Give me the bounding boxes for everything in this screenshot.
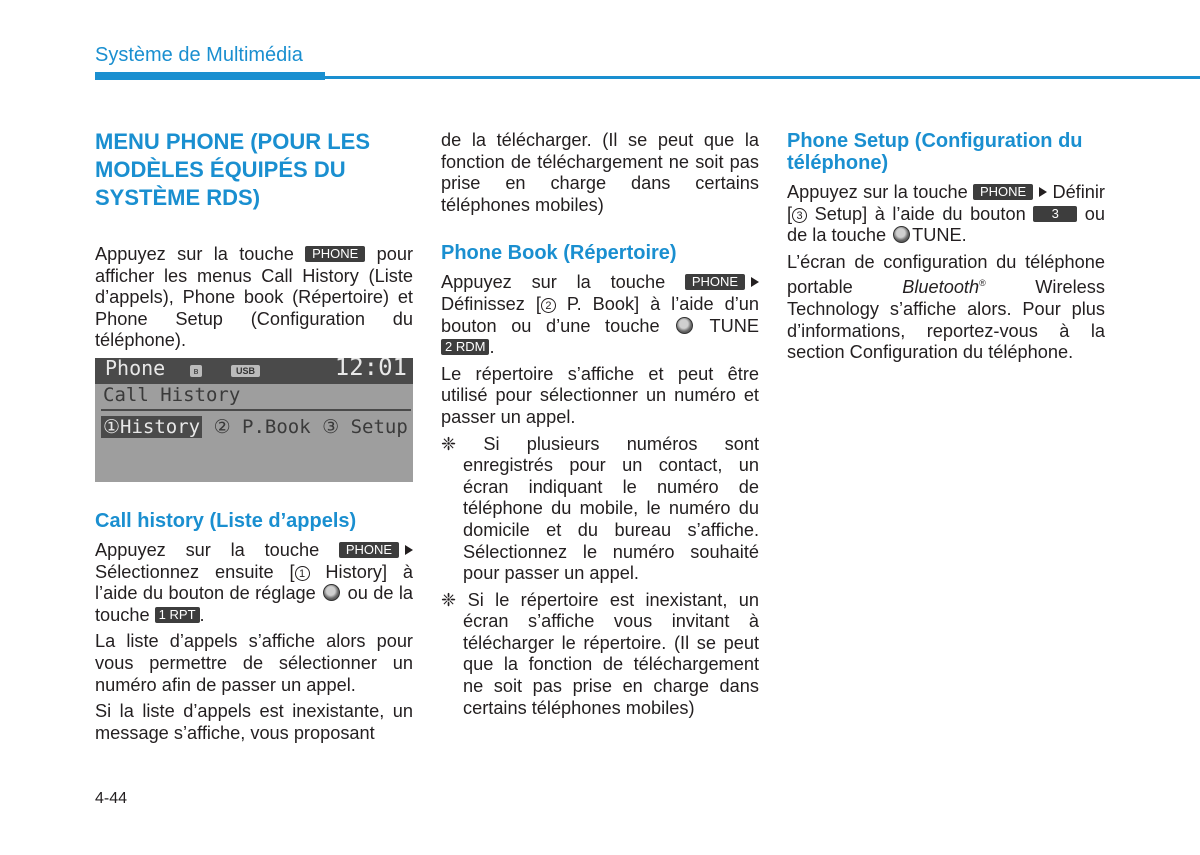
- phone-setup-paragraph-2: L’écran de configuration du téléphone portable Bluetooth® Wireless Technology s’affiche alors. Pour plus d’informations, reportez-vous à la section Configuration du téléphone.: [787, 251, 1105, 363]
- note-multiple-numbers: ❈ Si plusieurs numéros sont enregistrés pour un contact, un écran indiquant le numéro de téléphone du mobile, le numéro du domicile et du bureau s’affiche. Sélectionnez le numéro souhaité pour passer un appel.: [441, 433, 759, 584]
- arrow-right-icon: [1039, 187, 1047, 197]
- phone-setup-paragraph: Appuyez sur la touche PHONE Définir [ 3 Setup] à l’aide du bouton 3 ou de la touche TUNE.: [787, 182, 1105, 246]
- note-empty-phonebook: ❈ Si le répertoire est inexistant, un écran s’affiche vous invitant à télécharger le répertoire. (Il se peut que la fonction de téléchargement ne soit pas prise en charge dans certains téléphones mobiles): [441, 589, 759, 718]
- phone-key-icon: PHONE: [339, 542, 399, 558]
- column-2: [441, 130, 759, 724]
- main-heading: MENU PHONE (POUR LES MODÈLES ÉQUIPÉS DU SYSTÈME RDS): [95, 129, 371, 210]
- bluetooth-icon: ʙ: [190, 365, 202, 377]
- page-number: 4-44: [95, 790, 128, 807]
- circled-number-icon: 1: [295, 566, 310, 581]
- display-screenshot: [95, 358, 413, 482]
- screen-menu-pbook: ② P.Book: [213, 415, 311, 438]
- section-title: Système de Multimédia: [95, 44, 303, 66]
- screen-menu-history: ①History: [103, 415, 201, 438]
- column-1: [95, 128, 413, 749]
- phone-setup-heading: Phone Setup (Configuration du téléphone): [787, 130, 1083, 174]
- tune-knob-icon: [323, 584, 340, 601]
- key-3-icon: 3: [1033, 206, 1077, 222]
- arrow-right-icon: [751, 277, 759, 287]
- usb-icon: USB: [231, 365, 260, 377]
- screen-menu-setup: ③ Setup: [322, 415, 408, 438]
- screen-clock: 12:01: [334, 357, 407, 381]
- screen-title: Phone: [105, 357, 166, 380]
- screen-subtitle: Call History: [103, 383, 241, 406]
- arrow-right-icon: [405, 545, 413, 555]
- phone-book-heading: Phone Book (Répertoire): [441, 242, 677, 265]
- phone-key-icon: PHONE: [685, 274, 745, 290]
- phone-book-paragraph: Appuyez sur la touche PHONE Définissez [ 2 P. Book] à l’aide d’un bouton ou d’une touche TUNE 2 RDM .: [441, 272, 759, 358]
- tune-knob-icon: [676, 317, 693, 334]
- phone-book-paragraph-2: Le répertoire s’affiche et peut être utilisé pour sélectionner un numéro et passer un appel.: [441, 363, 759, 427]
- screen-divider: [101, 409, 411, 411]
- continued-paragraph: de la télécharger. (Il se peut que la fonction de téléchargement ne soit pas prise en charge dans certains téléphones mobiles): [441, 130, 759, 215]
- column-3: [787, 130, 1105, 369]
- call-history-heading: Call history (Liste d’appels): [95, 509, 357, 532]
- header-accent-bar: [95, 72, 325, 80]
- call-history-paragraph-2: La liste d’appels s’affiche alors pour vous permettre de sélectionner un numéro afin de passer un appel.: [95, 631, 413, 695]
- intro-paragraph: Appuyez sur la touche PHONE pour afficher les menus Call History (Liste d’appels), Phone book (Répertoire) et Phone Setup (Configuration du téléphone).: [95, 244, 413, 351]
- header-rule: [325, 76, 1200, 79]
- call-history-paragraph-3: Si la liste d’appels est inexistante, un message s’affiche, vous proposant: [95, 701, 413, 743]
- tune-knob-icon: [893, 226, 910, 243]
- screen-menu: [101, 417, 408, 439]
- circled-number-icon: 3: [792, 208, 807, 223]
- call-history-paragraph: Appuyez sur la touche PHONE Sélectionnez ensuite [ 1 History] à l’aide du bouton de réglage ou de la touche 1 RPT .: [95, 539, 413, 625]
- circled-number-icon: 2: [541, 298, 556, 313]
- phone-key-icon: PHONE: [973, 184, 1033, 200]
- rpt-key-icon: 1 RPT: [155, 607, 200, 623]
- rdm-key-icon: 2 RDM: [441, 339, 489, 355]
- phone-key-icon: PHONE: [305, 246, 365, 262]
